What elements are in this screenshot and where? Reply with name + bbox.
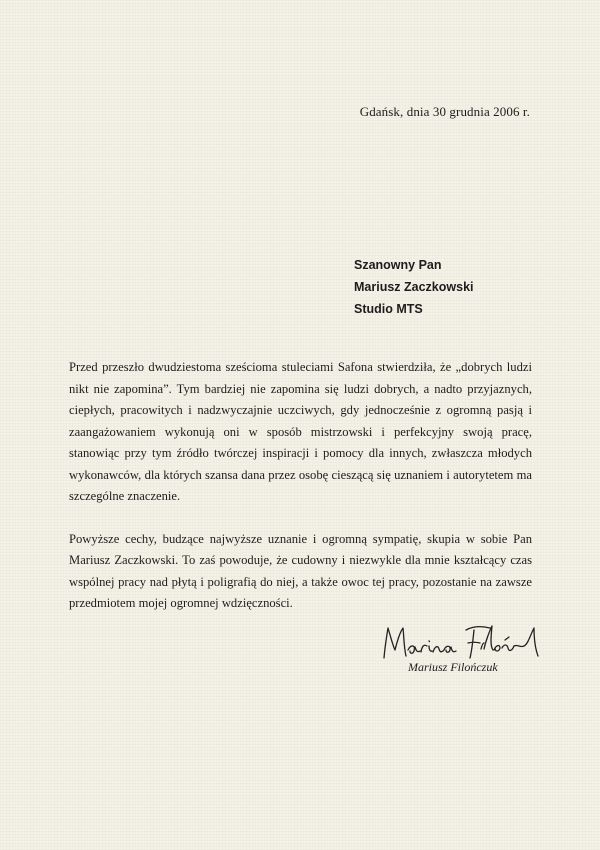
signature-block bbox=[378, 616, 548, 696]
letter-dateline: Gdańsk, dnia 30 grudnia 2006 r. bbox=[359, 104, 530, 119]
letter-paragraph-1: Przed przeszło dwudziestoma sześcioma stuleciami Safona stwierdziła, że „dobrych ludzi nikt nie zapomina”. Tym bardziej nie zapomina się ludzi dobrych, a nadto przyjaznych, ciepłych, pracowitych i nadzwyczajnie uczciwych, gdy jednocześnie z ogromną pasją i zaangażowaniem wykonują oni w sposób mistrzowski i perfekcyjny swoją pracę, stanowiąc przy tym źródło twórczej inspiracji i pomocy dla innych, zwłaszcza młodych wykonawców, dla których szansa dana przez osobę cieszącą się uznaniem i autorytetem ma szczególne znaczenie. bbox=[69, 360, 532, 503]
signature-printed-name: Mariusz Filończuk bbox=[408, 660, 498, 674]
letter-paragraph-2: Powyższe cechy, budzące najwyższe uznanie i ogromną sympatię, skupia w sobie Pan Mariusz Zaczkowski. To zaś powoduje, że cudowny i niezwykle dla mnie kształcący czas wspólnej pracy nad płytą i poligrafią do niej, a także owoc tej pracy, pozostanie na zawsze przedmiotem mojej ogromnej wdzięczności. bbox=[69, 531, 532, 610]
addressee-company: Studio MTS bbox=[354, 302, 423, 316]
addressee-block bbox=[354, 254, 474, 320]
addressee-name: Mariusz Zaczkowski bbox=[354, 280, 474, 294]
handwritten-signature bbox=[378, 616, 548, 666]
addressee-salutation: Szanowny Pan bbox=[354, 258, 442, 272]
letter-body bbox=[69, 357, 532, 615]
